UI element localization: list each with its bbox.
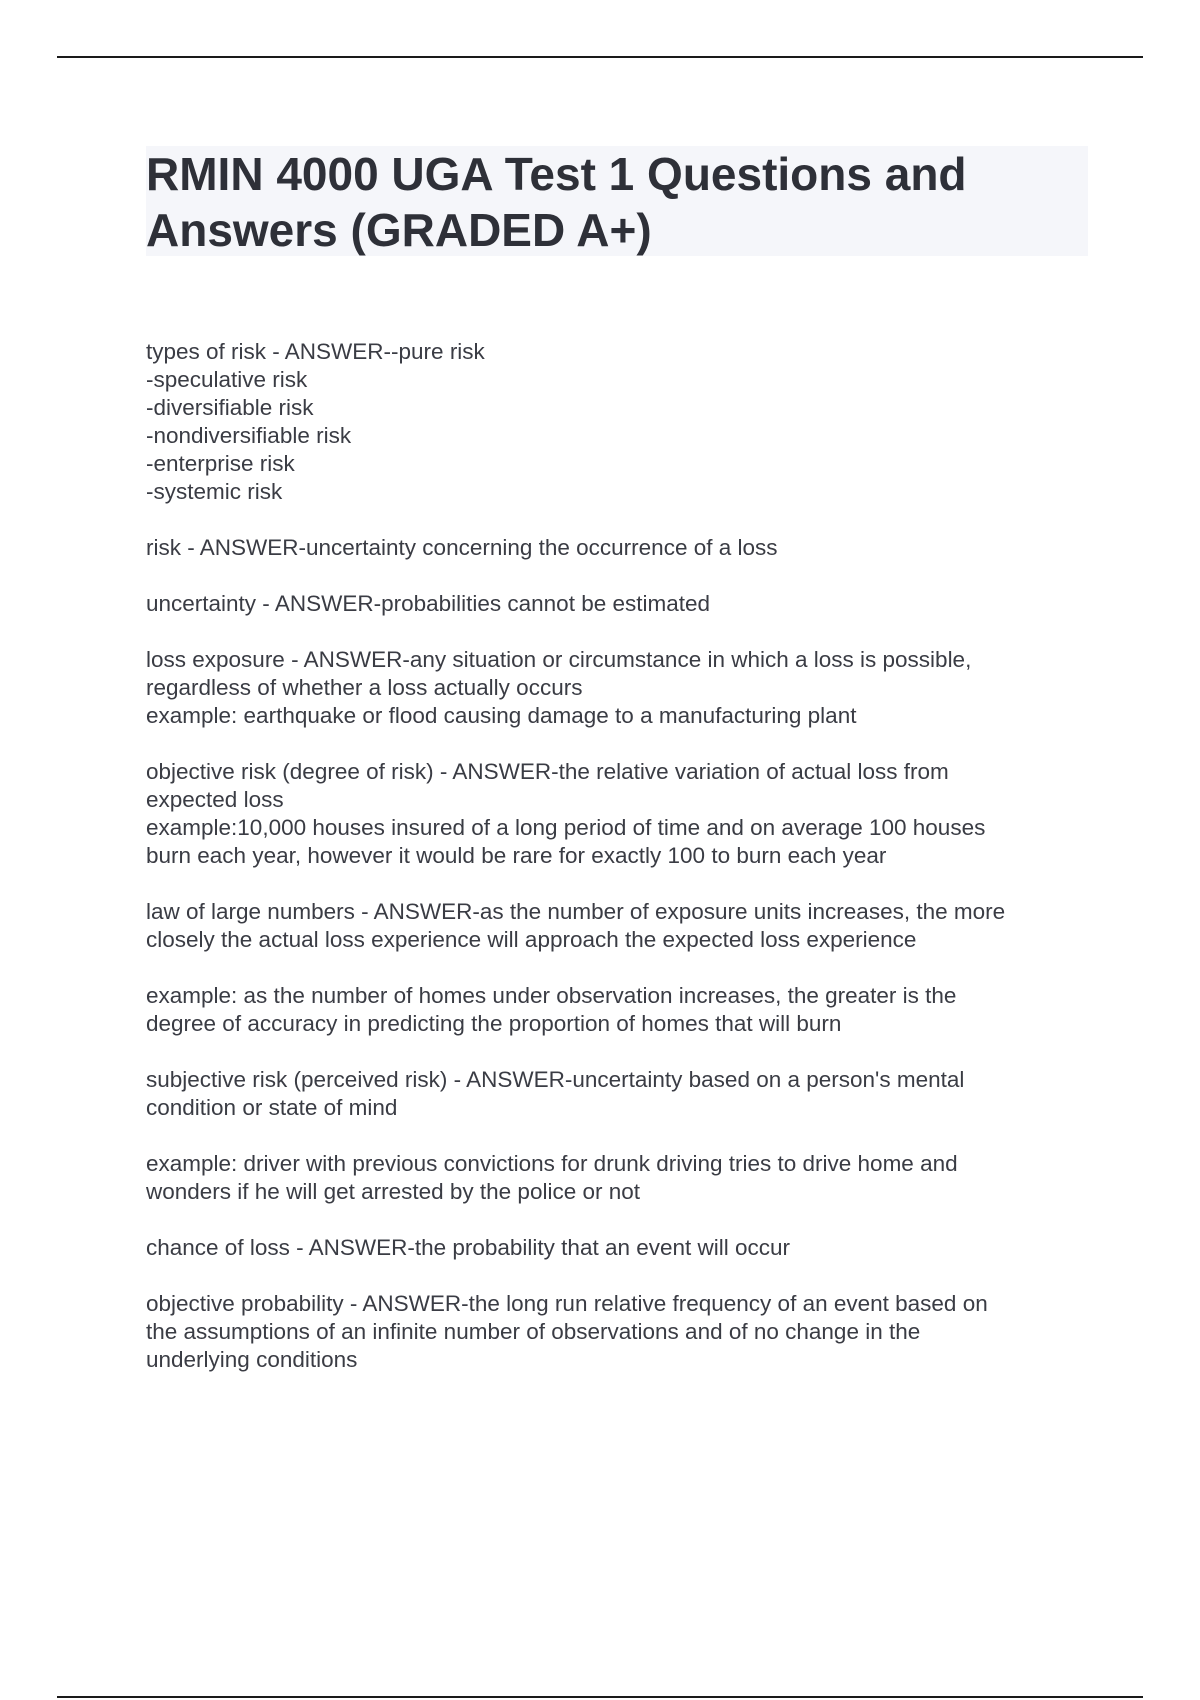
qa-line: -systemic risk <box>146 479 283 504</box>
qa-line: condition or state of mind <box>146 1095 398 1120</box>
qa-line: example:10,000 houses insured of a long period of time and on average 100 houses <box>146 815 986 840</box>
qa-entry <box>146 982 1096 1038</box>
qa-entry <box>146 646 1096 730</box>
qa-entry <box>146 338 1096 506</box>
qa-line: burn each year, however it would be rare for exactly 100 to burn each year <box>146 843 887 868</box>
qa-line: law of large numbers - ANSWER-as the number of exposure units increases, the more <box>146 899 1006 924</box>
qa-line: chance of loss - ANSWER-the probability that an event will occur <box>146 1235 791 1260</box>
qa-line: underlying conditions <box>146 1347 358 1372</box>
qa-line: risk - ANSWER-uncertainty concerning the occurrence of a loss <box>146 535 778 560</box>
qa-line: objective risk (degree of risk) - ANSWER-the relative variation of actual loss from <box>146 759 949 784</box>
qa-line: -nondiversifiable risk <box>146 423 352 448</box>
qa-entry <box>146 758 1096 870</box>
qa-line: example: earthquake or flood causing damage to a manufacturing plant <box>146 703 857 728</box>
bottom-rule <box>57 1696 1143 1698</box>
qa-line: objective probability - ANSWER-the long run relative frequency of an event based on <box>146 1291 988 1316</box>
qa-line: -enterprise risk <box>146 451 295 476</box>
qa-line: subjective risk (perceived risk) - ANSWER-uncertainty based on a person's mental <box>146 1067 965 1092</box>
qa-entry <box>146 1290 1096 1374</box>
qa-entry <box>146 1150 1096 1206</box>
qa-content <box>146 338 1096 1402</box>
qa-line: regardless of whether a loss actually occurs <box>146 675 583 700</box>
title-line-2: Answers (GRADED A+) <box>146 204 652 256</box>
qa-entry <box>146 1066 1096 1122</box>
title-line-1: RMIN 4000 UGA Test 1 Questions and <box>146 148 967 200</box>
qa-line: degree of accuracy in predicting the proportion of homes that will burn <box>146 1011 842 1036</box>
title-block <box>146 146 1088 256</box>
qa-line: expected loss <box>146 787 284 812</box>
qa-line: loss exposure - ANSWER-any situation or circumstance in which a loss is possible, <box>146 647 972 672</box>
qa-line: closely the actual loss experience will approach the expected loss experience <box>146 927 917 952</box>
qa-entry <box>146 1234 1096 1262</box>
qa-line: -speculative risk <box>146 367 308 392</box>
qa-line: types of risk - ANSWER--pure risk <box>146 339 485 364</box>
qa-line: example: as the number of homes under observation increases, the greater is the <box>146 983 957 1008</box>
qa-entry <box>146 534 1096 562</box>
qa-entry <box>146 590 1096 618</box>
qa-line: example: driver with previous convictions for drunk driving tries to drive home and <box>146 1151 958 1176</box>
qa-entry <box>146 898 1096 954</box>
document-title <box>146 146 1076 258</box>
qa-line: wonders if he will get arrested by the police or not <box>146 1179 641 1204</box>
qa-line: -diversifiable risk <box>146 395 314 420</box>
qa-line: the assumptions of an infinite number of observations and of no change in the <box>146 1319 921 1344</box>
qa-line: uncertainty - ANSWER-probabilities cannot be estimated <box>146 591 711 616</box>
top-rule <box>57 56 1143 58</box>
